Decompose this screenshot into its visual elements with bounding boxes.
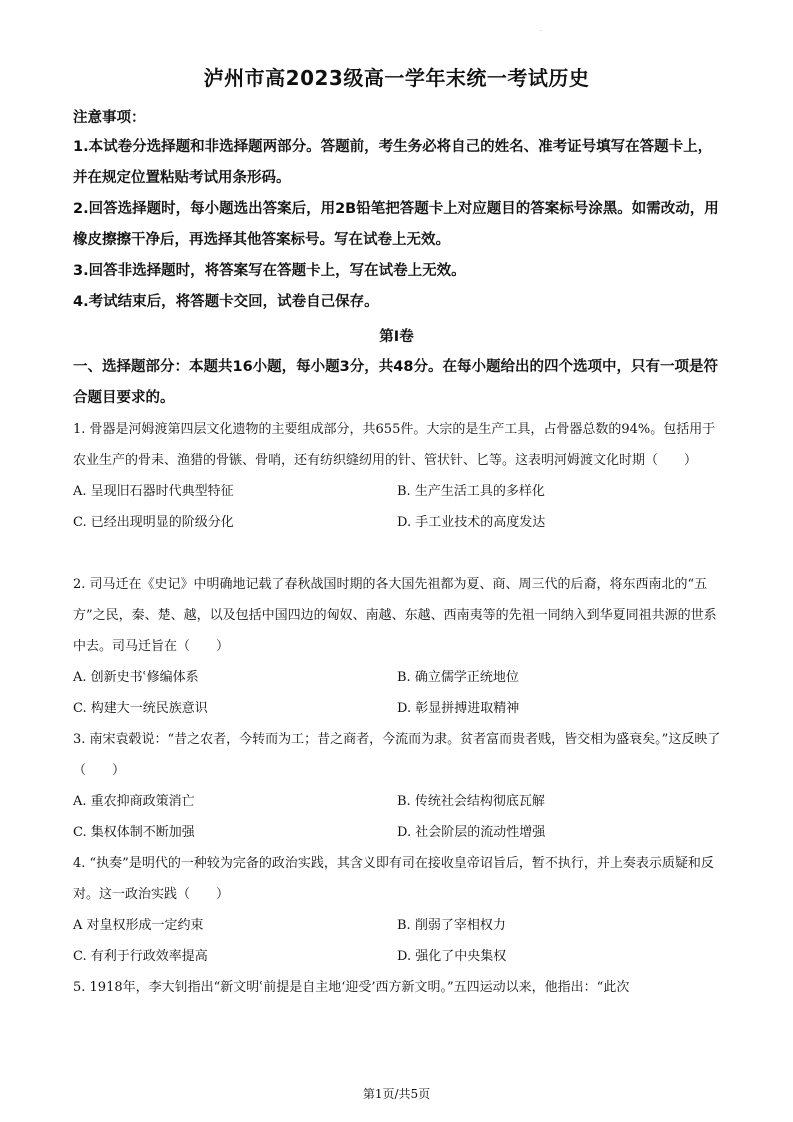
question-1 — [73, 414, 725, 538]
notice-item: 4.考试结束后，将答题卡交回，试卷自己保存。 — [73, 294, 379, 310]
notice-list — [73, 132, 725, 318]
option-d: D. 强化了中央集权 — [397, 949, 507, 964]
option-b: B. 确立儒学正统地位 — [397, 670, 519, 685]
question-stem: 4. “执奏”是明代的一种较为完备的政治实践，其含义即有司在接收皇帝诏旨后，暂不执行，并上奏表示质疑和反对。这一政治实践（ ） — [73, 856, 714, 902]
option-list — [73, 662, 725, 724]
option-c: C. 构建大一统民族意识 — [73, 701, 208, 716]
option-b: B. 削弱了宰相权力 — [397, 918, 506, 933]
option-d: D. 社会阶层的流动性增强 — [397, 825, 546, 840]
volume-heading: 第Ⅰ卷 — [379, 329, 414, 345]
notice-heading: 注意事项： — [73, 110, 146, 126]
option-a: A. 呈现旧石器时代典型特征 — [73, 484, 234, 499]
option-c: C. 集权体制不断加强 — [73, 825, 195, 840]
question-stem: 3. 南宋袁毂说：“昔之农者，今转而为工；昔之商者，今流而为隶。贫者富而贵者贱，皆交相为盛衰矣。”这反映了（ ） — [73, 732, 721, 778]
question-5 — [73, 972, 725, 1003]
question-stem: 5. 1918年，李大钊指出“新文明ʿ前提是自主地‘迎受’西方新文明。”五四运动以来，他指出：“此次 — [73, 980, 630, 995]
option-a: A. 重农抑商政策消亡 — [73, 794, 195, 809]
question-2 — [73, 569, 725, 724]
page-footer: 第1页/共5页 — [362, 1087, 431, 1101]
notice-item: 1.本试卷分选择题和非选择题两部分。答题前，考生务必将自己的姓名、准考证号填写在答题卡上，并在规定位置粘贴考试用条形码。 — [73, 139, 713, 186]
option-d: D. 手工业技术的高度发达 — [397, 515, 546, 530]
notice-item: 2.回答选择题时，每小题选出答案后，用2B铅笔把答题卡上对应题目的答案标号涂黑。如需改动，用橡皮擦擦干净后，再选择其他答案标号。写在试卷上无效。 — [73, 201, 719, 248]
option-list — [73, 910, 725, 972]
question-3 — [73, 724, 725, 848]
option-a: A. 创新史书ʿ修编体系 — [73, 670, 199, 685]
option-list — [73, 476, 725, 538]
page-title: 泸州市高2023级高一学年末统一考试历史 — [203, 66, 590, 90]
question-stem: 2. 司马迁在《史记》中明确地记载了春秋战国时期的各大国先祖都为夏、商、周三代的后裔，将东西南北的“五方”之民，秦、楚、越，以及包括中国四边的匈奴、南越、东越、西南夷等的先祖一同纳入到华夏同祖共源的世系中去。司马迁旨在（ ） — [73, 577, 717, 654]
option-d: D. 彰显拼搏进取精神 — [397, 701, 520, 716]
notice-item: 3.回答非选择题时，将答案写在答题卡上，写在试卷上无效。 — [73, 263, 466, 279]
option-c: C. 已经出现明显的阶级分化 — [73, 515, 234, 530]
section-heading: 一、选择题部分：本题共16小题，每小题3分，共48分。在每小题给出的四个选项中，只有一项是符合题目要求的。 — [73, 359, 718, 406]
option-list — [73, 786, 725, 848]
question-4 — [73, 848, 725, 972]
question-stem: 1. 骨器是河姆渡第四层文化遗物的主要组成部分，共655件。大宗的是生产工具，占骨器总数的94%。包括用于农业生产的骨耒、渔猎的骨镞、骨哨，还有纺织缝纫用的针、管状针、匕等。这表明河姆渡文化时期（ ） — [73, 422, 716, 468]
corner-mark: · — [540, 28, 542, 35]
option-b: B. 传统社会结构彻底瓦解 — [397, 794, 545, 809]
option-b: B. 生产生活工具的多样化 — [397, 484, 545, 499]
option-c: C. 有利于行政效率提高 — [73, 949, 208, 964]
option-a: A 对皇权形成一定约束 — [73, 918, 204, 933]
